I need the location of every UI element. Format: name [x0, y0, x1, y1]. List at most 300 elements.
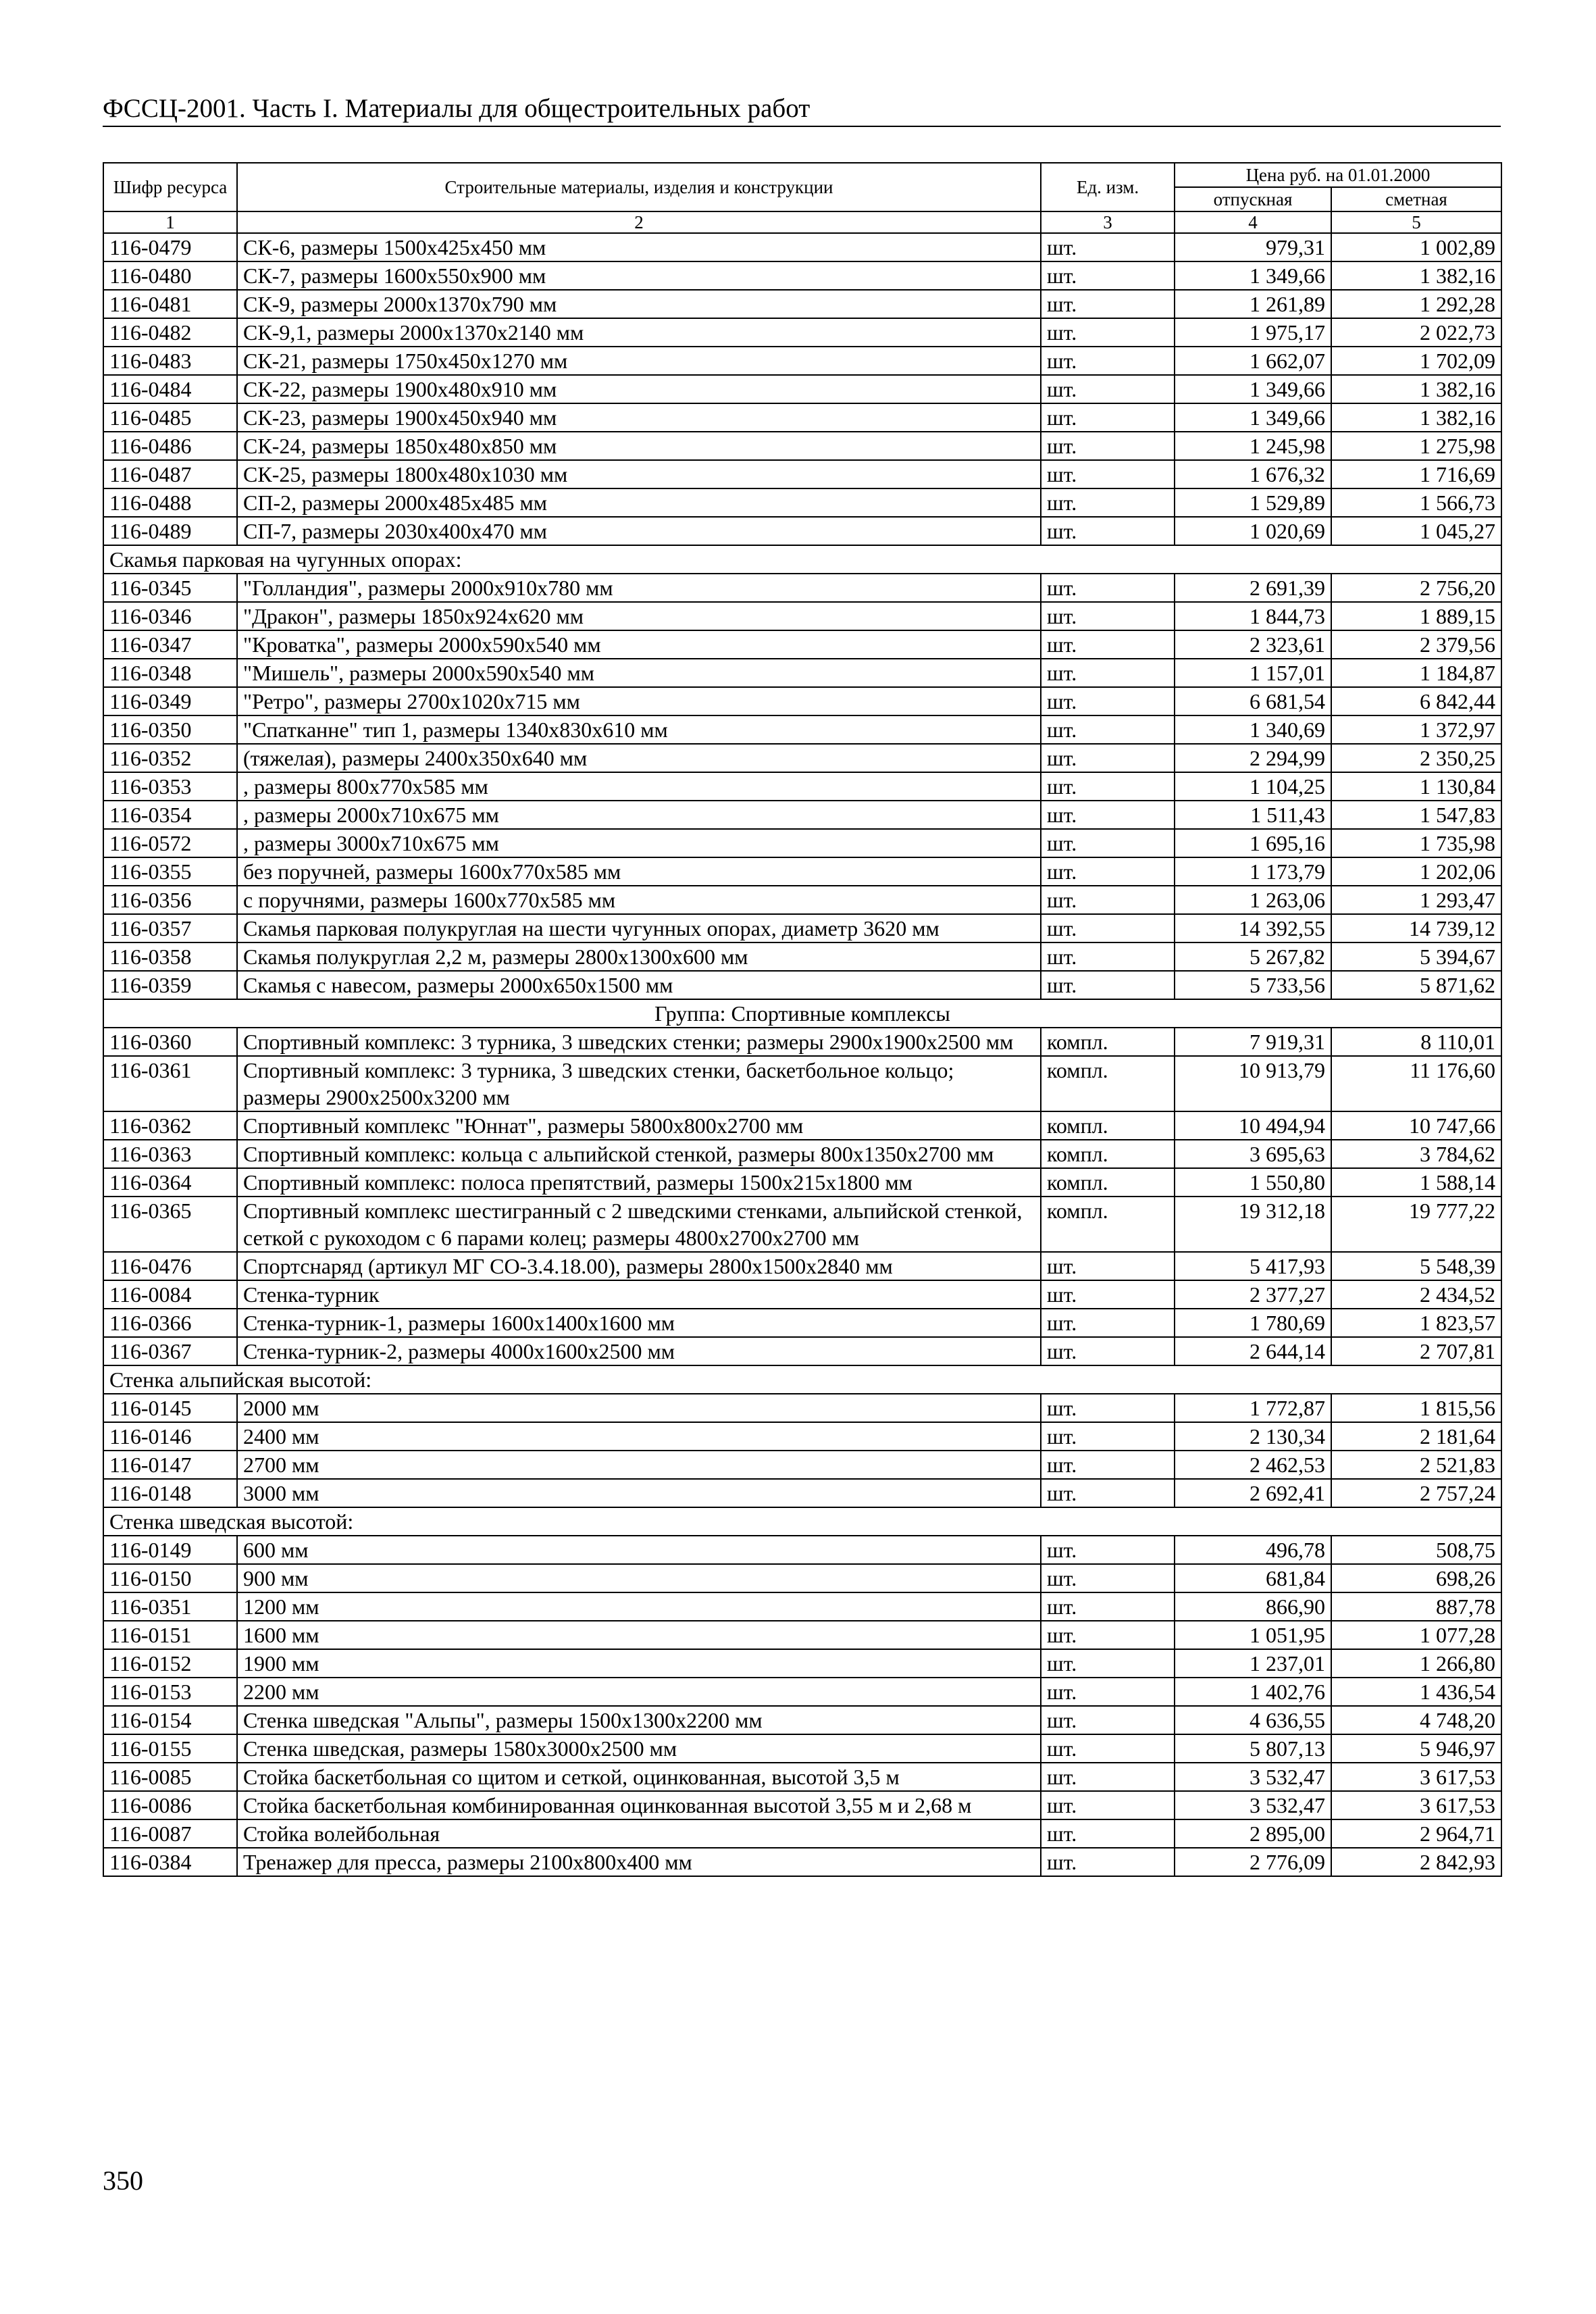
resource-code-cell: 116-0153 [103, 1678, 237, 1706]
estimate-price-cell: 3 617,53 [1331, 1791, 1501, 1819]
unit-cell: шт. [1041, 659, 1175, 687]
release-price-cell: 5 267,82 [1175, 942, 1331, 971]
estimate-price-cell: 1 889,15 [1331, 602, 1501, 630]
table-row [103, 772, 1501, 801]
unit-cell: шт. [1041, 914, 1175, 942]
estimate-price-cell: 2 757,24 [1331, 1479, 1501, 1507]
table-row [103, 801, 1501, 829]
material-name-cell: с поручнями, размеры 1600х770х585 мм [237, 886, 1041, 914]
table-row [103, 1028, 1501, 1056]
estimate-price-cell: 1 547,83 [1331, 801, 1501, 829]
material-name-cell: СК-9,1, размеры 2000х1370х2140 мм [237, 318, 1041, 347]
unit-cell: шт. [1041, 715, 1175, 744]
material-name-cell: , размеры 800х770х585 мм [237, 772, 1041, 801]
release-price-cell: 5 417,93 [1175, 1252, 1331, 1280]
material-name-cell: Спортивный комплекс: 3 турника, 3 шведских стенки; размеры 2900х1900х2500 мм [237, 1028, 1041, 1056]
release-price-cell: 2 462,53 [1175, 1451, 1331, 1479]
table-row [103, 1678, 1501, 1706]
table-row [103, 1197, 1501, 1252]
page-header-title: ФССЦ-2001. Часть I. Материалы для общестроительных работ [103, 94, 810, 123]
col-header-code: Шифр ресурса [103, 163, 237, 211]
table-row [103, 1451, 1501, 1479]
material-name-cell: Стойка баскетбольная комбинированная оцинкованная высотой 3,55 м и 2,68 м [237, 1791, 1041, 1819]
unit-cell: шт. [1041, 1252, 1175, 1280]
release-price-cell: 1 349,66 [1175, 261, 1331, 290]
release-price-cell: 2 895,00 [1175, 1819, 1331, 1848]
table-row [103, 1140, 1501, 1168]
estimate-price-cell: 1 275,98 [1331, 432, 1501, 460]
resource-code-cell: 116-0476 [103, 1252, 237, 1280]
estimate-price-cell: 3 617,53 [1331, 1763, 1501, 1791]
resource-code-cell: 116-0479 [103, 233, 237, 261]
table-body [103, 233, 1501, 1876]
material-name-cell: 1200 мм [237, 1592, 1041, 1621]
resource-code-cell: 116-0367 [103, 1337, 237, 1365]
release-price-cell: 1 780,69 [1175, 1309, 1331, 1337]
unit-cell: шт. [1041, 1592, 1175, 1621]
release-price-cell: 1 237,01 [1175, 1649, 1331, 1678]
unit-cell: шт. [1041, 942, 1175, 971]
unit-cell: шт. [1041, 886, 1175, 914]
material-name-cell: СК-23, размеры 1900х450х940 мм [237, 403, 1041, 432]
col-header-price-group: Цена руб. на 01.01.2000 [1175, 163, 1501, 187]
resource-code-cell: 116-0145 [103, 1394, 237, 1422]
release-price-cell: 2 130,34 [1175, 1422, 1331, 1451]
resource-code-cell: 116-0365 [103, 1197, 237, 1252]
material-name-cell: Спортснаряд (артикул МГ СО-3.4.18.00), размеры 2800х1500х2840 мм [237, 1252, 1041, 1280]
release-price-cell: 1 104,25 [1175, 772, 1331, 801]
release-price-cell: 1 511,43 [1175, 801, 1331, 829]
estimate-price-cell: 1 382,16 [1331, 403, 1501, 432]
table-row [103, 659, 1501, 687]
estimate-price-cell: 3 784,62 [1331, 1140, 1501, 1168]
estimate-price-cell: 6 842,44 [1331, 687, 1501, 715]
unit-cell: шт. [1041, 488, 1175, 517]
release-price-cell: 1 772,87 [1175, 1394, 1331, 1422]
estimate-price-cell: 1 436,54 [1331, 1678, 1501, 1706]
estimate-price-cell: 1 735,98 [1331, 829, 1501, 857]
unit-cell: шт. [1041, 1536, 1175, 1564]
group-heading: Группа: Спортивные комплексы [103, 999, 1501, 1028]
resource-code-cell: 116-0362 [103, 1111, 237, 1140]
unit-cell: шт. [1041, 517, 1175, 545]
material-name-cell: СК-9, размеры 2000х1370х790 мм [237, 290, 1041, 318]
unit-cell: шт. [1041, 1479, 1175, 1507]
release-price-cell: 979,31 [1175, 233, 1331, 261]
col-number: 3 [1041, 211, 1175, 233]
table-row [103, 1479, 1501, 1507]
material-name-cell: Стенка шведская "Альпы", размеры 1500х1300х2200 мм [237, 1706, 1041, 1734]
resource-code-cell: 116-0345 [103, 574, 237, 602]
table-row [103, 687, 1501, 715]
col-header-price-release: отпускная [1175, 187, 1331, 211]
release-price-cell: 1 662,07 [1175, 347, 1331, 375]
material-name-cell: Спортивный комплекс: полоса препятствий, размеры 1500х215х1800 мм [237, 1168, 1041, 1197]
estimate-price-cell: 1 588,14 [1331, 1168, 1501, 1197]
estimate-price-cell: 4 748,20 [1331, 1706, 1501, 1734]
estimate-price-cell: 1 382,16 [1331, 261, 1501, 290]
table-row [103, 1649, 1501, 1678]
estimate-price-cell: 11 176,60 [1331, 1056, 1501, 1111]
table-row [103, 744, 1501, 772]
table-row [103, 432, 1501, 460]
material-name-cell: Стойка баскетбольная со щитом и сеткой, оцинкованная, высотой 3,5 м [237, 1763, 1041, 1791]
material-name-cell: СК-24, размеры 1850х480х850 мм [237, 432, 1041, 460]
material-name-cell: 2400 мм [237, 1422, 1041, 1451]
col-header-price-estimate: сметная [1331, 187, 1501, 211]
estimate-price-cell: 1 045,27 [1331, 517, 1501, 545]
material-name-cell: Спортивный комплекс: кольца с альпийской стенкой, размеры 800х1350х2700 мм [237, 1140, 1041, 1168]
resource-code-cell: 116-0355 [103, 857, 237, 886]
table-row [103, 1422, 1501, 1451]
section-heading: Стенка шведская высотой: [103, 1507, 1501, 1536]
unit-cell: шт. [1041, 744, 1175, 772]
material-name-cell: (тяжелая), размеры 2400х350х640 мм [237, 744, 1041, 772]
resource-code-cell: 116-0483 [103, 347, 237, 375]
table-row [103, 403, 1501, 432]
resource-code-cell: 116-0481 [103, 290, 237, 318]
resource-code-cell: 116-0366 [103, 1309, 237, 1337]
material-name-cell: Стенка шведская, размеры 1580х3000х2500 мм [237, 1734, 1041, 1763]
resource-code-cell: 116-0352 [103, 744, 237, 772]
release-price-cell: 5 733,56 [1175, 971, 1331, 999]
section-heading: Стенка альпийская высотой: [103, 1365, 1501, 1394]
release-price-cell: 1 157,01 [1175, 659, 1331, 687]
release-price-cell: 1 349,66 [1175, 375, 1331, 403]
release-price-cell: 1 173,79 [1175, 857, 1331, 886]
release-price-cell: 1 340,69 [1175, 715, 1331, 744]
resource-code-cell: 116-0572 [103, 829, 237, 857]
resource-code-cell: 116-0480 [103, 261, 237, 290]
unit-cell: шт. [1041, 1848, 1175, 1876]
unit-cell: компл. [1041, 1111, 1175, 1140]
resource-code-cell: 116-0349 [103, 687, 237, 715]
unit-cell: шт. [1041, 687, 1175, 715]
material-name-cell: СК-7, размеры 1600х550х900 мм [237, 261, 1041, 290]
resource-code-cell: 116-0147 [103, 1451, 237, 1479]
material-name-cell: "Дракон", размеры 1850х924х620 мм [237, 602, 1041, 630]
price-table [103, 162, 1502, 1877]
material-name-cell: Спортивный комплекс шестигранный с 2 шведскими стенками, альпийской стенкой, сеткой с рукоходом с 6 парами колец; размеры 4800х2700х2700 мм [237, 1197, 1041, 1252]
estimate-price-cell: 1 293,47 [1331, 886, 1501, 914]
material-name-cell: 2700 мм [237, 1451, 1041, 1479]
unit-cell: шт. [1041, 857, 1175, 886]
resource-code-cell: 116-0152 [103, 1649, 237, 1678]
unit-cell: шт. [1041, 1451, 1175, 1479]
estimate-price-cell: 1 815,56 [1331, 1394, 1501, 1422]
material-name-cell: , размеры 3000х710х675 мм [237, 829, 1041, 857]
resource-code-cell: 116-0482 [103, 318, 237, 347]
estimate-price-cell: 2 181,64 [1331, 1422, 1501, 1451]
resource-code-cell: 116-0087 [103, 1819, 237, 1848]
resource-code-cell: 116-0358 [103, 942, 237, 971]
resource-code-cell: 116-0086 [103, 1791, 237, 1819]
material-name-cell: 2200 мм [237, 1678, 1041, 1706]
unit-cell: шт. [1041, 1309, 1175, 1337]
unit-cell: шт. [1041, 318, 1175, 347]
release-price-cell: 3 695,63 [1175, 1140, 1331, 1168]
unit-cell: шт. [1041, 801, 1175, 829]
material-name-cell: "Ретро", размеры 2700х1020х715 мм [237, 687, 1041, 715]
table-row [103, 829, 1501, 857]
material-name-cell: "Голландия", размеры 2000х910х780 мм [237, 574, 1041, 602]
estimate-price-cell: 2 022,73 [1331, 318, 1501, 347]
material-name-cell: Стенка-турник-1, размеры 1600х1400х1600 мм [237, 1309, 1041, 1337]
estimate-price-cell: 2 756,20 [1331, 574, 1501, 602]
resource-code-cell: 116-0146 [103, 1422, 237, 1451]
resource-code-cell: 116-0346 [103, 602, 237, 630]
resource-code-cell: 116-0485 [103, 403, 237, 432]
estimate-price-cell: 1 566,73 [1331, 488, 1501, 517]
release-price-cell: 6 681,54 [1175, 687, 1331, 715]
unit-cell: шт. [1041, 630, 1175, 659]
resource-code-cell: 116-0359 [103, 971, 237, 999]
estimate-price-cell: 2 842,93 [1331, 1848, 1501, 1876]
material-name-cell: СК-6, размеры 1500х425х450 мм [237, 233, 1041, 261]
estimate-price-cell: 887,78 [1331, 1592, 1501, 1621]
unit-cell: компл. [1041, 1197, 1175, 1252]
unit-cell: компл. [1041, 1140, 1175, 1168]
material-name-cell: Стенка-турник [237, 1280, 1041, 1309]
estimate-price-cell: 2 521,83 [1331, 1451, 1501, 1479]
release-price-cell: 1 844,73 [1175, 602, 1331, 630]
unit-cell: шт. [1041, 432, 1175, 460]
resource-code-cell: 116-0489 [103, 517, 237, 545]
section-heading-row [103, 1507, 1501, 1536]
unit-cell: шт. [1041, 1280, 1175, 1309]
table-row [103, 574, 1501, 602]
estimate-price-cell: 2 350,25 [1331, 744, 1501, 772]
estimate-price-cell: 8 110,01 [1331, 1028, 1501, 1056]
unit-cell: шт. [1041, 403, 1175, 432]
release-price-cell: 1 263,06 [1175, 886, 1331, 914]
unit-cell: шт. [1041, 1649, 1175, 1678]
release-price-cell: 5 807,13 [1175, 1734, 1331, 1763]
material-name-cell: без поручней, размеры 1600х770х585 мм [237, 857, 1041, 886]
table-row [103, 1564, 1501, 1592]
material-name-cell: 2000 мм [237, 1394, 1041, 1422]
table-row [103, 1706, 1501, 1734]
material-name-cell: Скамья с навесом, размеры 2000х650х1500 мм [237, 971, 1041, 999]
release-price-cell: 10 494,94 [1175, 1111, 1331, 1140]
release-price-cell: 1 975,17 [1175, 318, 1331, 347]
material-name-cell: СП-2, размеры 2000х485х485 мм [237, 488, 1041, 517]
table-row [103, 1621, 1501, 1649]
table-row [103, 261, 1501, 290]
col-number: 4 [1175, 211, 1331, 233]
resource-code-cell: 116-0357 [103, 914, 237, 942]
unit-cell: шт. [1041, 602, 1175, 630]
estimate-price-cell: 1 382,16 [1331, 375, 1501, 403]
table-row [103, 488, 1501, 517]
estimate-price-cell: 1 702,09 [1331, 347, 1501, 375]
estimate-price-cell: 1 077,28 [1331, 1621, 1501, 1649]
estimate-price-cell: 2 434,52 [1331, 1280, 1501, 1309]
table-row [103, 1791, 1501, 1819]
release-price-cell: 2 323,61 [1175, 630, 1331, 659]
unit-cell: шт. [1041, 1621, 1175, 1649]
resource-code-cell: 116-0360 [103, 1028, 237, 1056]
estimate-price-cell: 508,75 [1331, 1536, 1501, 1564]
table-row [103, 460, 1501, 488]
estimate-price-cell: 5 871,62 [1331, 971, 1501, 999]
release-price-cell: 1 020,69 [1175, 517, 1331, 545]
resource-code-cell: 116-0488 [103, 488, 237, 517]
section-heading-row [103, 1365, 1501, 1394]
material-name-cell: Стойка волейбольная [237, 1819, 1041, 1848]
table-row [103, 347, 1501, 375]
release-price-cell: 1 402,76 [1175, 1678, 1331, 1706]
table-row [103, 233, 1501, 261]
table-row [103, 1337, 1501, 1365]
estimate-price-cell: 1 002,89 [1331, 233, 1501, 261]
table-row [103, 1394, 1501, 1422]
material-name-cell: СП-7, размеры 2030х400х470 мм [237, 517, 1041, 545]
table-row [103, 1309, 1501, 1337]
section-heading: Скамья парковая на чугунных опорах: [103, 545, 1501, 574]
release-price-cell: 2 644,14 [1175, 1337, 1331, 1365]
unit-cell: шт. [1041, 1763, 1175, 1791]
material-name-cell: Стенка-турник-2, размеры 4000х1600х2500 мм [237, 1337, 1041, 1365]
unit-cell: шт. [1041, 233, 1175, 261]
resource-code-cell: 116-0150 [103, 1564, 237, 1592]
table-row [103, 1734, 1501, 1763]
material-name-cell: Спортивный комплекс: 3 турника, 3 шведских стенки, баскетбольное кольцо; размеры 2900х2500х3200 мм [237, 1056, 1041, 1111]
group-heading-row [103, 999, 1501, 1028]
estimate-price-cell: 1 292,28 [1331, 290, 1501, 318]
material-name-cell: 1600 мм [237, 1621, 1041, 1649]
unit-cell: шт. [1041, 1819, 1175, 1848]
release-price-cell: 1 529,89 [1175, 488, 1331, 517]
release-price-cell: 3 532,47 [1175, 1791, 1331, 1819]
estimate-price-cell: 698,26 [1331, 1564, 1501, 1592]
table-row [103, 318, 1501, 347]
table-row [103, 1592, 1501, 1621]
release-price-cell: 1 349,66 [1175, 403, 1331, 432]
col-header-unit: Ед. изм. [1041, 163, 1175, 211]
table-row [103, 886, 1501, 914]
table-row [103, 1819, 1501, 1848]
material-name-cell: СК-25, размеры 1800х480х1030 мм [237, 460, 1041, 488]
resource-code-cell: 116-0361 [103, 1056, 237, 1111]
resource-code-cell: 116-0364 [103, 1168, 237, 1197]
unit-cell: шт. [1041, 290, 1175, 318]
resource-code-cell: 116-0484 [103, 375, 237, 403]
unit-cell: шт. [1041, 1394, 1175, 1422]
resource-code-cell: 116-0363 [103, 1140, 237, 1168]
page-header [103, 93, 1501, 127]
release-price-cell: 866,90 [1175, 1592, 1331, 1621]
resource-code-cell: 116-0085 [103, 1763, 237, 1791]
resource-code-cell: 116-0084 [103, 1280, 237, 1309]
page-number: 350 [103, 2165, 143, 2196]
table-header [103, 163, 1501, 233]
material-name-cell: Тренажер для пресса, размеры 2100х800х400 мм [237, 1848, 1041, 1876]
table-row [103, 914, 1501, 942]
release-price-cell: 1 261,89 [1175, 290, 1331, 318]
estimate-price-cell: 1 202,06 [1331, 857, 1501, 886]
resource-code-cell: 116-0347 [103, 630, 237, 659]
table-row [103, 602, 1501, 630]
release-price-cell: 1 550,80 [1175, 1168, 1331, 1197]
unit-cell: шт. [1041, 574, 1175, 602]
material-name-cell: 1900 мм [237, 1649, 1041, 1678]
estimate-price-cell: 1 266,80 [1331, 1649, 1501, 1678]
resource-code-cell: 116-0487 [103, 460, 237, 488]
resource-code-cell: 116-0148 [103, 1479, 237, 1507]
resource-code-cell: 116-0486 [103, 432, 237, 460]
col-number: 1 [103, 211, 237, 233]
unit-cell: шт. [1041, 375, 1175, 403]
unit-cell: шт. [1041, 1678, 1175, 1706]
release-price-cell: 7 919,31 [1175, 1028, 1331, 1056]
resource-code-cell: 116-0151 [103, 1621, 237, 1649]
release-price-cell: 2 691,39 [1175, 574, 1331, 602]
table-row [103, 942, 1501, 971]
material-name-cell: СК-22, размеры 1900х480х910 мм [237, 375, 1041, 403]
resource-code-cell: 116-0155 [103, 1734, 237, 1763]
release-price-cell: 496,78 [1175, 1536, 1331, 1564]
resource-code-cell: 116-0356 [103, 886, 237, 914]
estimate-price-cell: 2 964,71 [1331, 1819, 1501, 1848]
estimate-price-cell: 1 184,87 [1331, 659, 1501, 687]
table-row [103, 1056, 1501, 1111]
unit-cell: компл. [1041, 1168, 1175, 1197]
estimate-price-cell: 19 777,22 [1331, 1197, 1501, 1252]
table-row [103, 517, 1501, 545]
unit-cell: шт. [1041, 460, 1175, 488]
col-number: 2 [237, 211, 1041, 233]
resource-code-cell: 116-0354 [103, 801, 237, 829]
release-price-cell: 2 294,99 [1175, 744, 1331, 772]
table-row [103, 1111, 1501, 1140]
table-row [103, 971, 1501, 999]
unit-cell: шт. [1041, 1337, 1175, 1365]
estimate-price-cell: 1 716,69 [1331, 460, 1501, 488]
unit-cell: шт. [1041, 1734, 1175, 1763]
table-row [103, 1280, 1501, 1309]
table-row [103, 1536, 1501, 1564]
release-price-cell: 3 532,47 [1175, 1763, 1331, 1791]
unit-cell: шт. [1041, 347, 1175, 375]
material-name-cell: , размеры 2000х710х675 мм [237, 801, 1041, 829]
table-row [103, 1168, 1501, 1197]
table-row [103, 1848, 1501, 1876]
unit-cell: компл. [1041, 1056, 1175, 1111]
resource-code-cell: 116-0348 [103, 659, 237, 687]
material-name-cell: 3000 мм [237, 1479, 1041, 1507]
material-name-cell: "Спатканне" тип 1, размеры 1340х830х610 мм [237, 715, 1041, 744]
release-price-cell: 2 692,41 [1175, 1479, 1331, 1507]
estimate-price-cell: 14 739,12 [1331, 914, 1501, 942]
estimate-price-cell: 5 394,67 [1331, 942, 1501, 971]
material-name-cell: "Мишель", размеры 2000х590х540 мм [237, 659, 1041, 687]
estimate-price-cell: 1 823,57 [1331, 1309, 1501, 1337]
material-name-cell: "Кроватка", размеры 2000х590х540 мм [237, 630, 1041, 659]
release-price-cell: 681,84 [1175, 1564, 1331, 1592]
estimate-price-cell: 10 747,66 [1331, 1111, 1501, 1140]
release-price-cell: 2 377,27 [1175, 1280, 1331, 1309]
release-price-cell: 1 245,98 [1175, 432, 1331, 460]
release-price-cell: 10 913,79 [1175, 1056, 1331, 1111]
resource-code-cell: 116-0384 [103, 1848, 237, 1876]
table-row [103, 857, 1501, 886]
unit-cell: компл. [1041, 1028, 1175, 1056]
table-row [103, 1252, 1501, 1280]
section-heading-row [103, 545, 1501, 574]
unit-cell: шт. [1041, 971, 1175, 999]
material-name-cell: Спортивный комплекс "Юннат", размеры 5800х800х2700 мм [237, 1111, 1041, 1140]
